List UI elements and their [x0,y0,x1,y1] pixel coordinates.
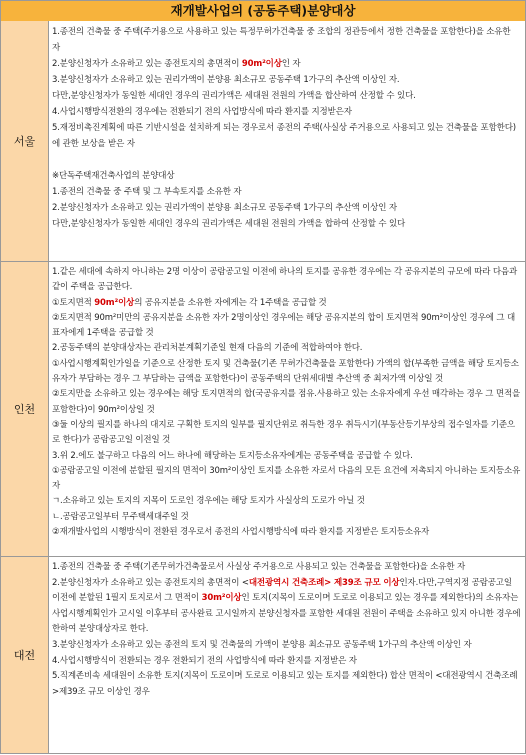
seoul-content [49,21,525,261]
seoul-line-8: 1.종전의 건축물 중 주택 및 그 부속토지를 소유한 자 [52,187,242,197]
daejeon-line-1: 1.종전의 건축물 중 주택(기존무허가건축물로서 사실상 주거용으로 사용되고 있는 건축물을 포함한다)을 소유한 자 [52,562,466,572]
seoul-line-6: 5.재정비촉진계획에 따른 기반시설을 설치하게 되는 경우로서 종전의 주택(사실상 주거용으로 사용되고 있는 건축물을 포함한다)에 관한 보상을 받은 자 [52,123,516,149]
seoul-line-7: ※단독주택재건축사업의 분양대상 [52,171,175,181]
seoul-row [0,21,526,262]
incheon-line-12: ②재개발사업의 시행방식이 전환된 경우로서 종전의 사업시행방식에 따라 환지를 지정받은 토지등소유자 [52,527,430,538]
daejeon-line-4: 4.사업시행방식이 전환되는 경우 전환되기 전의 사업방식에 따라 환지를 지정받은 자 [52,655,357,666]
daejeon-label: 대전 [1,557,49,753]
incheon-line-3: ②토지면적 90m²미만의 공유지분을 소유한 자가 2명이상인 경우에는 해당 공유지분의 합이 토지면적 90m²이상인 경우에 그 대표자에게 1주택을 공급할 것 [52,312,516,339]
incheon-line-4: 2.공동주택의 분양대상자는 관리처분계획기준일 현재 다음의 기준에 적합하여야 한다. [52,343,363,354]
seoul-line-10: 다만,분양신청자가 동일한 세대인 경우의 권리가액은 세대원 전원의 가액을 합하여 산정할 수 있다 [52,219,406,229]
seoul-line-1: 1.종전의 건축물 중 주택(주거용으로 사용하고 있는 특정무허가건축물 중 조합의 정관등에서 정한 건축물을 포함한다)을 소유한 자 [52,27,511,53]
seoul-line-3: 3.분양신청자가 소유하고 있는 권리가액이 분양용 최소규모 공동주택 1가구의 추산액 이상인 자. [52,75,400,85]
incheon-line-1: 1.같은 세대에 속하지 아니하는 2명 이상이 공람공고일 이전에 하나의 토지를 공유한 경우에는 각 공유지분의 규모에 따라 다음과 같이 주택을 공급한다. [52,267,518,293]
seoul-line-5: 4.사업시행방식전환의 경우에는 전환되기 전의 사업방식에 따라 환지를 지정받은자 [52,107,352,117]
incheon-label: 인천 [1,262,49,556]
seoul-label: 서울 [1,21,49,261]
daejeon-row [0,557,526,754]
incheon-row [0,262,526,557]
incheon-line-8: 3.위 2.에도 불구하고 다음의 어느 하나에 해당하는 토지등소유자에게는 공동주택을 공급할 수 있다. [52,450,413,461]
incheon-line-11: ㄴ.공람공고일부터 무주택세대주일 것 [52,511,189,522]
incheon-line-10: ㄱ.소유하고 있는 토지의 지목이 도로인 경우에는 해당 토지가 사실상의 도로가 아닐 것 [52,496,365,507]
incheon-content [49,262,525,556]
seoul-line-2: 2.분양신청자가 소유하고 있는 종전토지의 총면적이 90m²이상인 자 [52,59,301,69]
incheon-line-9: ①공람공고일 이전에 분할된 필지의 면적이 30m²이상인 토지를 소유한 자로서 다음의 모든 요건에 저촉되지 아니하는 토지등소유자 [52,465,521,492]
daejeon-line-5: 5.직계존비속 세대원이 소유한 토지(지목이 도로이며 도로로 이용되고 있는 토지를 제외한다) 합산 면적이 <대전광역시 건축조례>제39조 규모 이상인 경우 [52,671,518,697]
daejeon-line-2: 2.분양신청자가 소유하고 있는 종전토지의 총면적이 <대전광역시 건축조례> 제39조 규모 이상인자.다만,구역지정 공람공고일 이전에 분할된 1필지 토지로서 그 면적이 30m²이상인 토지(지목이 도로이며 도로로 이용되고 있는 경우를 제외한다)의 소유자는 사업시행계획인가 고시일 이후부터 공사완료 고시일까지 분양신청자를 포함한 세대원 전원이 주택을 소유하고 있지 아니한 경우에 한하여 분양대상자로 한다. [52,577,521,635]
incheon-line-2: ①토지면적 90m²이상의 공유지분을 소유한 자에게는 각 1주택을 공급할 것 [52,297,327,308]
daejeon-content [49,557,525,753]
incheon-line-7: ③둘 이상의 필지를 하나의 대지로 구획한 토지의 일부를 필지단위로 취득한 경우 취득시기(부동산등기부상의 접수일자를 기준으로 한다)가 공람공고일 이전일 것 [52,419,515,446]
daejeon-line-3: 3.분양신청자가 소유하고 있는 종전의 토지 및 건축물의 가액이 분양용 최소규모 공동주택 1가구의 추산액 이상인 자 [52,639,472,650]
incheon-line-5: ①사업시행계획인가일을 기준으로 산정한 토지 및 건축물(기존 무허가건축물을 포함한다) 가액의 합(부족한 금액을 해당 토지등소유자가 부담하는 경우 그 부담하는 금액을 포함한다)이 공동주택의 단위세대별 추산액 중 최저가액 이상일 것 [52,358,519,385]
incheon-line-6: ②토지만을 소유하고 있는 경우에는 해당 토지면적의 합(국공유지를 점유.사용하고 있는 소유자에게 우선 매각하는 경우 그 면적을 포함한다)이 90m²이상일 것 [52,389,521,415]
page-title: 재개발사업의 (공동주택)분양대상 [0,0,526,22]
seoul-line-9: 2.분양신청자가 소유하고 있는 권리가액이 분양용 최소규모 공동주택 1가구의 추산액 이상인 자 [52,203,397,213]
seoul-line-4: 다만,분양신청자가 동일한 세대인 경우의 권리가액은 세대원 전원의 가액을 합산하여 산정할 수 있다. [52,91,416,101]
